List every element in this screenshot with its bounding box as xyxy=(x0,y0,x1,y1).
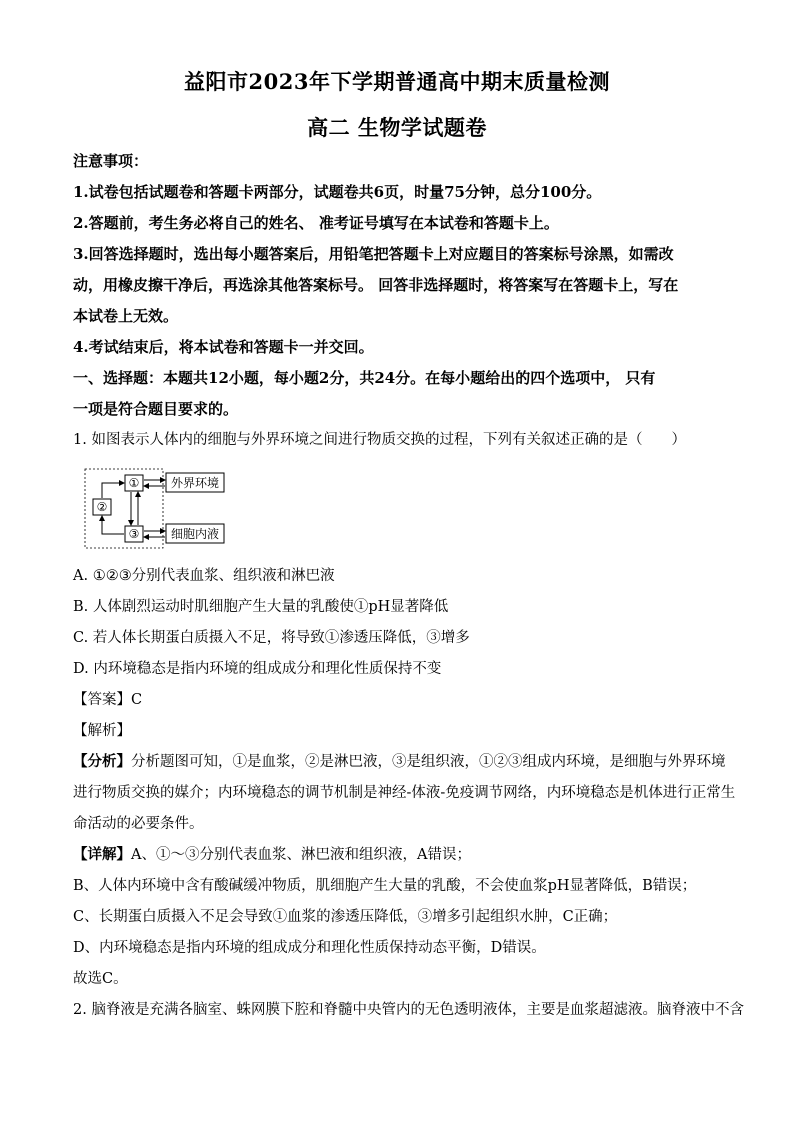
section-heading-line-2: 一项是符合题目要求的。 xyxy=(73,400,239,418)
node-3-label: ③ xyxy=(128,527,140,541)
notice-item-4: 4.考试结束后，将本试卷和答题卡一并交回。 xyxy=(73,338,374,356)
body-fluid-diagram xyxy=(82,465,242,555)
fenxi-line-2: 进行物质交换的媒介；内环境稳态的调节机制是神经-体液-免疫调节网络，内环境稳态是机体进行正常生 xyxy=(73,785,736,801)
question-2-stem: 2. 脑脊液是充满各脑室、蛛网膜下腔和脊髓中央管内的无色透明液体，主要是血浆超滤液。脑脊液中不含 xyxy=(73,1002,744,1018)
detail-line-a xyxy=(73,845,733,865)
detail-line-b: B、人体内环境中含有酸碱缓冲物质，肌细胞产生大量的乳酸，不会使血浆pH显著降低，B错误； xyxy=(73,878,697,894)
option-c: C. 若人体长期蛋白质摄入不足，将导致①渗透压降低，③增多 xyxy=(73,630,470,646)
section-heading-line-1: 一、选择题：本题共12小题，每小题2分，共24分。在每小题给出的四个选项中， 只有 xyxy=(73,369,656,387)
page-title: 益阳市2023年下学期普通高中期末质量检测 xyxy=(184,69,610,94)
question-1-stem: 1. 如图表示人体内的细胞与外界环境之间进行物质交换的过程，下列有关叙述正确的是（ ） xyxy=(73,432,686,448)
outer-environment-label: 外界环境 xyxy=(170,476,220,490)
notice-item-3-line-2: 动，用橡皮擦干净后，再选涂其他答案标号。 回答非选择题时，将答案写在答题卡上，写在 xyxy=(73,276,679,294)
option-b: B. 人体剧烈运动时肌细胞产生大量的乳酸使①pH显著降低 xyxy=(73,599,449,615)
notice-item-3-line-1: 3.回答选择题时，选出每小题答案后，用铅笔把答题卡上对应题目的答案标号涂黑，如需改 xyxy=(73,245,674,263)
conclusion: 故选C。 xyxy=(73,971,128,987)
notice-item-3-line-3: 本试卷上无效。 xyxy=(73,307,179,325)
fenxi-line-1 xyxy=(73,752,733,772)
detail-line-d: D、内环境稳态是指内环境的组成成分和理化性质保持动态平衡，D错误。 xyxy=(73,940,546,956)
notice-heading: 注意事项： xyxy=(73,152,149,170)
notice-item-1: 1.试卷包括试题卷和答题卡两部分，试题卷共6页，时量75分钟，总分100分。 xyxy=(73,183,602,201)
notice-item-2: 2.答题前，考生务必将自己的姓名、 准考证号填写在本试卷和答题卡上。 xyxy=(73,214,559,232)
fenxi-label: 【分析】 xyxy=(73,753,131,770)
detail-label: 【详解】 xyxy=(73,846,131,863)
option-a: A. ①②③分别代表血浆、组织液和淋巴液 xyxy=(73,568,335,584)
node-1-label: ① xyxy=(128,476,140,490)
answer: 【答案】C xyxy=(73,692,143,708)
fenxi-line-3: 命活动的必要条件。 xyxy=(73,816,204,832)
option-d: D. 内环境稳态是指内环境的组成成分和理化性质保持不变 xyxy=(73,661,442,677)
detail-line-c: C、长期蛋白质摄入不足会导致①血浆的渗透压降低，③增多引起组织水肿，C正确； xyxy=(73,909,618,925)
page-subtitle: 高二 生物学试题卷 xyxy=(307,115,487,140)
node-2-label: ② xyxy=(96,500,108,514)
fenxi-text-1: 分析题图可知，①是血浆，②是淋巴液，③是组织液，①②③组成内环境，是细胞与外界环境 xyxy=(131,754,726,770)
analysis-label: 【解析】 xyxy=(73,723,131,739)
intracellular-fluid-label: 细胞内液 xyxy=(170,527,220,541)
arrow-3-to-2 xyxy=(102,516,124,534)
arrow-2-to-1 xyxy=(102,483,124,498)
detail-text-a: A、①～③分别代表血浆、淋巴液和组织液，A错误； xyxy=(131,847,471,863)
